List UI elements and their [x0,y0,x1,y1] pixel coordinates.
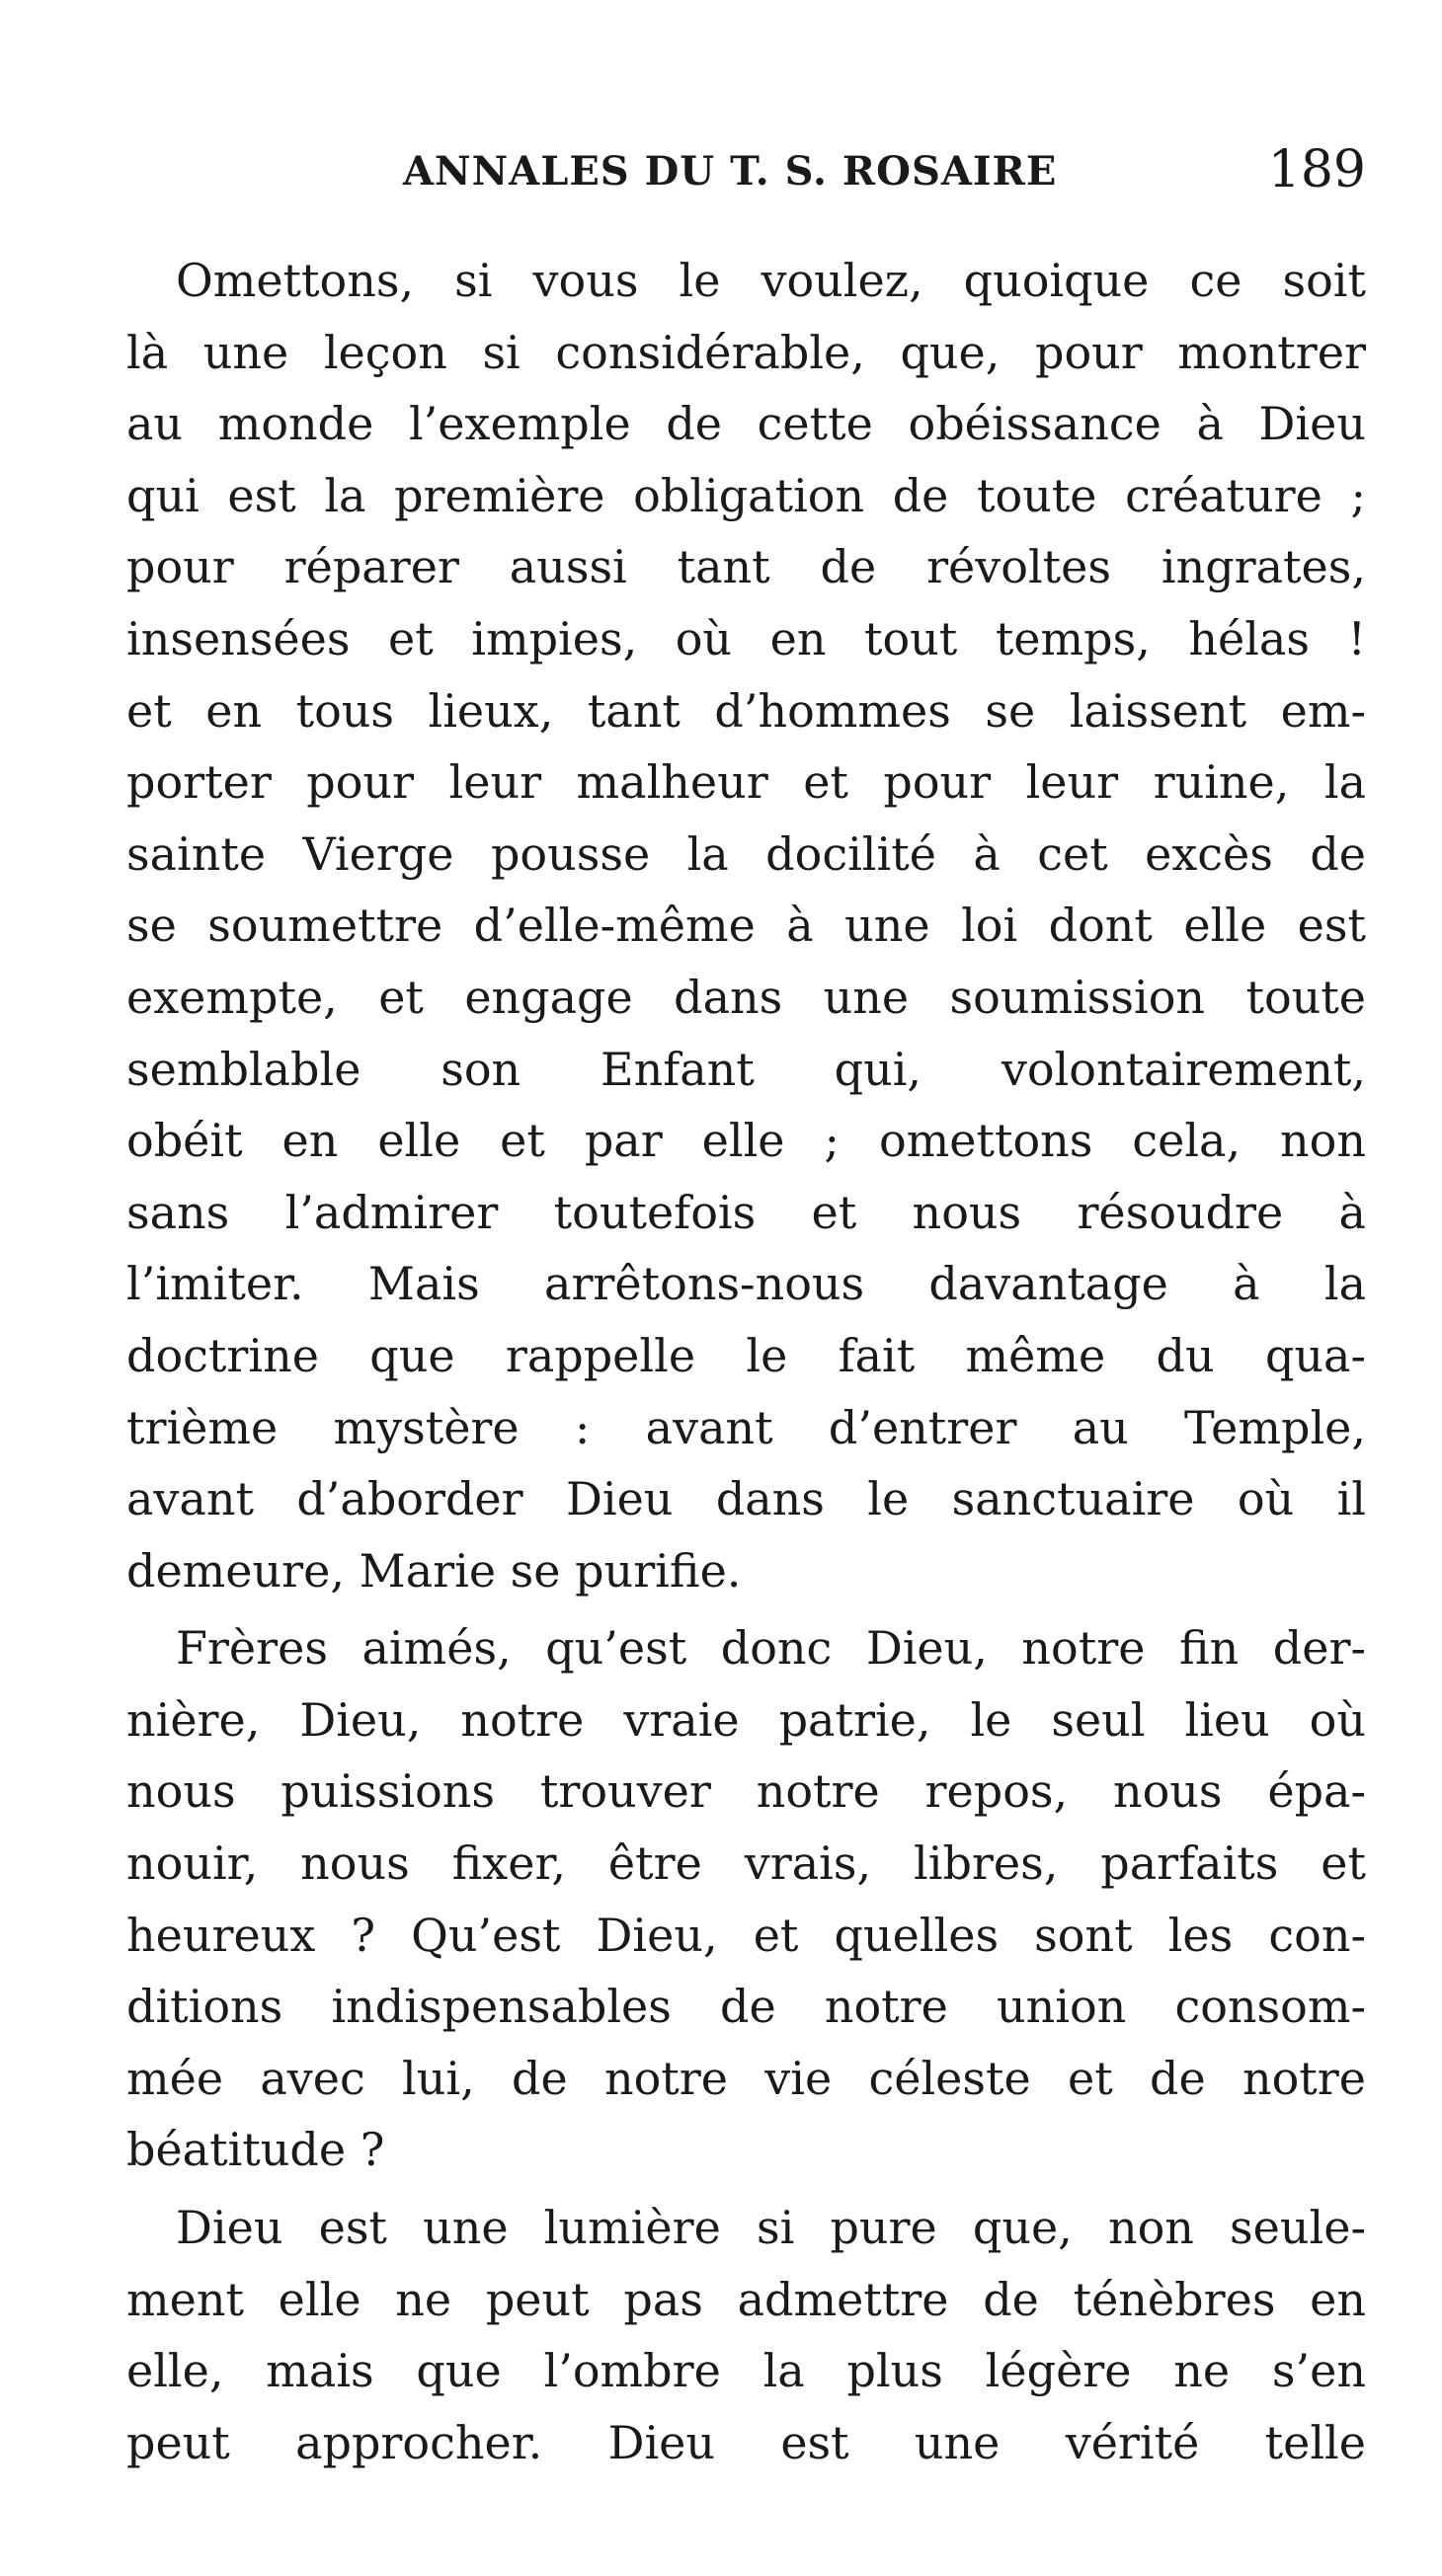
text-line: Omettons, si vous le voulez, quoique ce soit [176,254,1366,307]
text-line: peut approcher. Dieu est une vérité telle [126,2415,1366,2469]
text-line: nière, Dieu, notre vraie patrie, le seul lieu où [126,1692,1366,1747]
text-line: exempte, et engage dans une soumission toute [126,970,1366,1024]
text-line: semblable son Enfant qui, volontairement, [126,1042,1366,1096]
text-line: demeure, Marie se purifie. [126,1543,742,1598]
text-line: porter pour leur malheur et pour leur ruine, la [126,755,1366,810]
text-line: sans l’admirer toutefois et nous résoudre à [126,1185,1366,1239]
text-line: avant d’aborder Dieu dans le sanctuaire où il [126,1472,1366,1526]
text-line: se soumettre d’elle-même à une loi dont elle est [126,898,1366,953]
paragraph-2 [126,1612,1366,2186]
text-line: et en tous lieux, tant d’hommes se laissent em- [126,683,1366,738]
text-line: béatitude ? [126,2123,385,2177]
text-line: au monde l’exemple de cette obéissance à Dieu [126,397,1366,451]
text-line: ditions indispensables de notre union consom- [126,1980,1366,2034]
body-text [126,245,1366,2478]
text-line: là une leçon si considérable, que, pour montrer [126,325,1366,379]
running-head [126,140,1366,209]
text-line: elle, mais que l’ombre la plus légère ne s’en [126,2344,1366,2398]
text-line: heureux ? Qu’est Dieu, et quelles sont les con- [126,1908,1366,1962]
text-line: l’imiter. Mais arrêtons-nous davantage à la [126,1257,1366,1311]
text-line: qui est la première obligation de toute créature ; [126,468,1366,522]
text-line: sainte Vierge pousse la docilité à cet excès de [126,826,1366,881]
paragraph-3 [126,2192,1366,2478]
text-line: Dieu est une lumière si pure que, non seule- [176,2201,1366,2255]
running-title: ANNALES DU T. S. ROSAIRE [403,148,1058,195]
text-line: mée avec lui, de notre vie céleste et de notre [126,2051,1366,2105]
text-line: trième mystère : avant d’entrer au Temple, [126,1400,1366,1454]
paragraph-1 [126,245,1366,1606]
text-line: insensées et impies, où en tout temps, hélas ! [126,611,1366,665]
text-line: obéit en elle et par elle ; omettons cela, non [126,1114,1366,1168]
text-line: nous puissions trouver notre repos, nous épa- [126,1764,1366,1819]
text-line: doctrine que rappelle le fait même du qua- [126,1328,1366,1382]
text-line: ment elle ne peut pas admettre de ténèbres en [126,2272,1366,2326]
page-number: 189 [1267,140,1366,199]
text-line: pour réparer aussi tant de révoltes ingrates, [126,540,1366,594]
text-line: nouir, nous fixer, être vrais, libres, parfaits et [126,1836,1366,1891]
text-line: Frères aimés, qu’est donc Dieu, notre fin der- [176,1621,1366,1676]
